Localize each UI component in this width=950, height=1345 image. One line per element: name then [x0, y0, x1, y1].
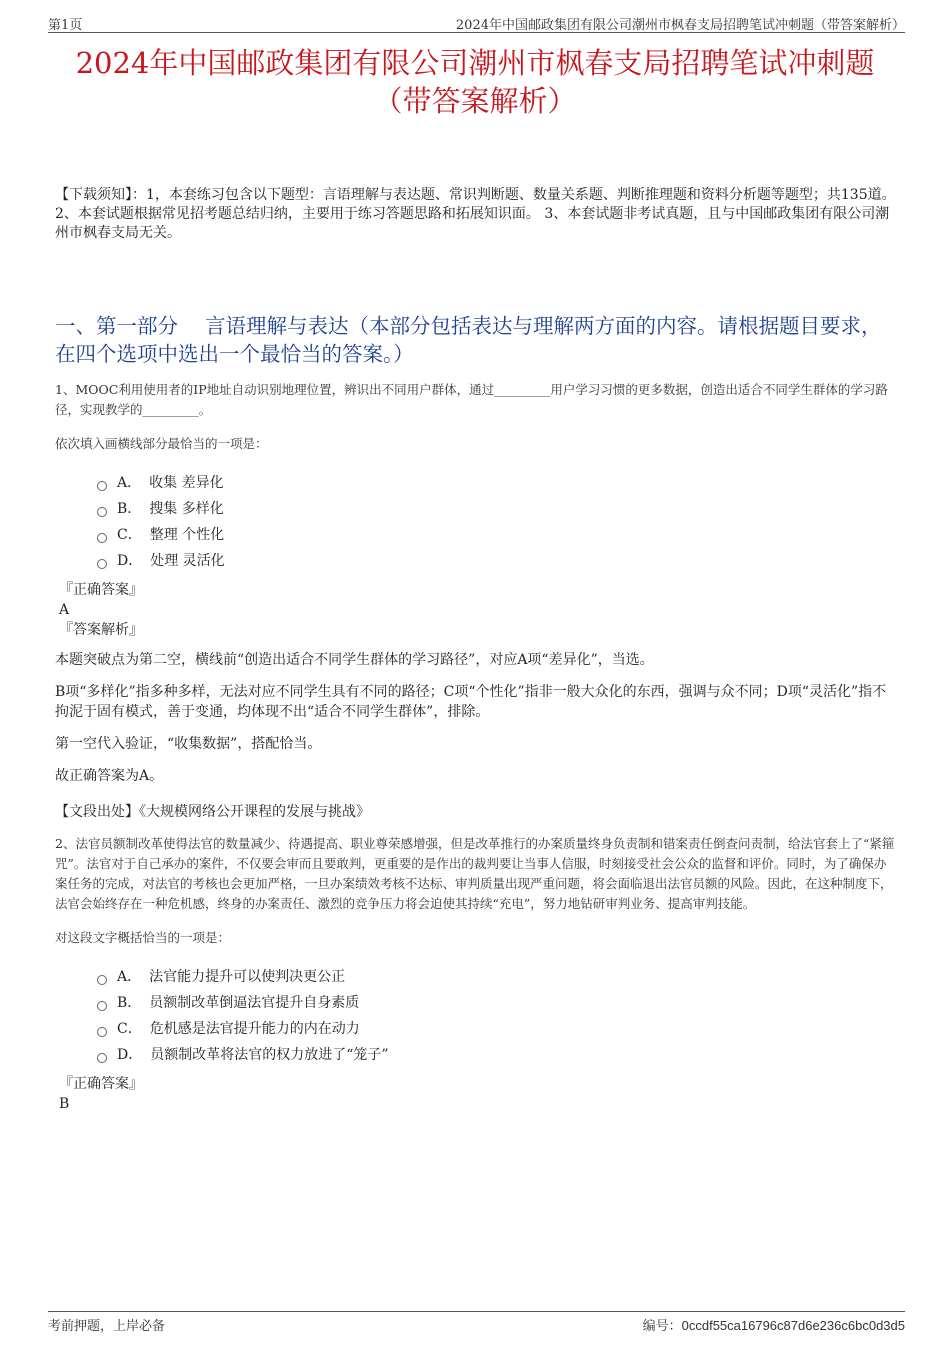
page-number: 第1页: [48, 18, 83, 33]
question-1-text: 1、MOOC利用使用者的IP地址自动识别地理位置，辨识出不同用户群体，通过_________用户学习习惯的更多数据，创造出适合不同学生群体的学习路径，实现教学的_________。: [55, 382, 888, 417]
analysis-paragraph: 第一空代入验证，“收集数据”，搭配恰当。: [55, 736, 322, 752]
header-doc-title: 2024年中国邮政集团有限公司潮州市枫春支局招聘笔试冲刺题（带答案解析）: [455, 18, 905, 33]
title-line-2: （带答案解析）: [373, 84, 577, 118]
document-title: [40, 44, 910, 120]
code-label: 编号：: [642, 1319, 682, 1334]
option-d[interactable]: D． 处理 灵活化: [97, 548, 898, 574]
answer-analysis: [55, 650, 898, 786]
analysis-label: 『答案解析』: [59, 622, 143, 638]
footer-slogan: 考前押题，上岸必备: [48, 1319, 166, 1334]
page-header: [48, 10, 905, 33]
question-1: [55, 380, 898, 822]
option-b[interactable]: B． 搜集 多样化: [97, 496, 898, 522]
answer-label: 『正确答案』: [59, 1076, 143, 1092]
option-a[interactable]: A． 法官能力提升可以使判决更公正: [97, 964, 898, 990]
page-footer: [48, 1311, 905, 1336]
radio-button-icon[interactable]: [97, 1027, 107, 1037]
option-c[interactable]: C． 危机感是法官提升能力的内在动力: [97, 1016, 898, 1042]
analysis-paragraph: 本题突破点为第二空，横线前“创造出适合不同学生群体的学习路径”，对应A项“差异化”，当选。: [55, 652, 654, 668]
radio-button-icon[interactable]: [97, 533, 107, 543]
section-heading: 一、第一部分 言语理解与表达（本部分包括表达与理解两方面的内容。请根据题目要求，在四个选项中选出一个最恰当的答案。）: [55, 314, 882, 366]
answer-label: 『正确答案』: [59, 582, 143, 598]
radio-button-icon[interactable]: [97, 1001, 107, 1011]
radio-button-icon[interactable]: [97, 975, 107, 985]
radio-button-icon[interactable]: [97, 481, 107, 491]
code-value: 0ccdf55ca16796c87d6e236c6bc0d3d5: [681, 1318, 905, 1333]
radio-button-icon[interactable]: [97, 1053, 107, 1063]
radio-button-icon[interactable]: [97, 507, 107, 517]
question-2-text: 2、法官员额制改革使得法官的数量减少、待遇提高、职业尊荣感增强，但是改革推行的办案质量终身负责制和错案责任倒查问责制，给法官套上了“紧箍咒”。法官对于自己承办的案件，不仅要会审而且要敢判，更重要的是作出的裁判要让当事人信服，时刻接受社会公众的监督和评价。同时，为了确保办案任务的完成，对法官的考核也会更加严格，一旦办案绩效考核不达标、审判质量出现严重问题，将会面临退出法官员额的风险。因此，在这种制度下，法官会始终存在一种危机感，终身的办案责任、激烈的竞争压力将会迫使其持续“充电”，努力地钻研审判业务、提高审判技能。: [55, 836, 895, 911]
option-a[interactable]: A． 收集 差异化: [97, 470, 898, 496]
option-b[interactable]: B． 员额制改革倒逼法官提升自身素质: [97, 990, 898, 1016]
answer-value: A: [59, 602, 70, 618]
analysis-paragraph: B项“多样化”指多种多样，无法对应不同学生具有不同的路径；C项“个性化”指非一般大众化的东西，强调与众不同；D项“灵活化”指不拘泥于固有模式，善于变通，均体现不出“适合不同学生群体”，排除。: [55, 684, 887, 720]
option-d[interactable]: D． 员额制改革将法官的权力放进了“笼子”: [97, 1042, 898, 1068]
title-line-1: 2024年中国邮政集团有限公司潮州市枫春支局招聘笔试冲刺题: [75, 46, 875, 80]
option-c[interactable]: C． 整理 个性化: [97, 522, 898, 548]
document-code: [643, 1315, 905, 1334]
question-1-options: [97, 470, 898, 574]
question-2: [55, 834, 898, 1114]
analysis-paragraph: 故正确答案为A。: [55, 768, 164, 784]
question-content: [55, 380, 898, 1114]
download-notice: 【下载须知】：1，本套练习包含以下题型：言语理解与表达题、常识判断题、数量关系题、判断推理题和资料分析题等题型；共135道。 2、本套试题根据常见招考题总结归纳，主要用于练习答题思路和拓展知识面。 3、本套试题非考试真题，且与中国邮政集团有限公司潮州市枫春支局无关。: [55, 187, 896, 241]
radio-button-icon[interactable]: [97, 559, 107, 569]
passage-source: 【文段出处】《大规模网络公开课程的发展与挑战》: [55, 804, 370, 820]
question-1-prompt: 依次填入画横线部分最恰当的一项是：: [55, 436, 268, 451]
answer-value: B: [59, 1096, 70, 1112]
question-2-options: [97, 964, 898, 1068]
question-2-prompt: 对这段文字概括恰当的一项是：: [55, 930, 231, 945]
